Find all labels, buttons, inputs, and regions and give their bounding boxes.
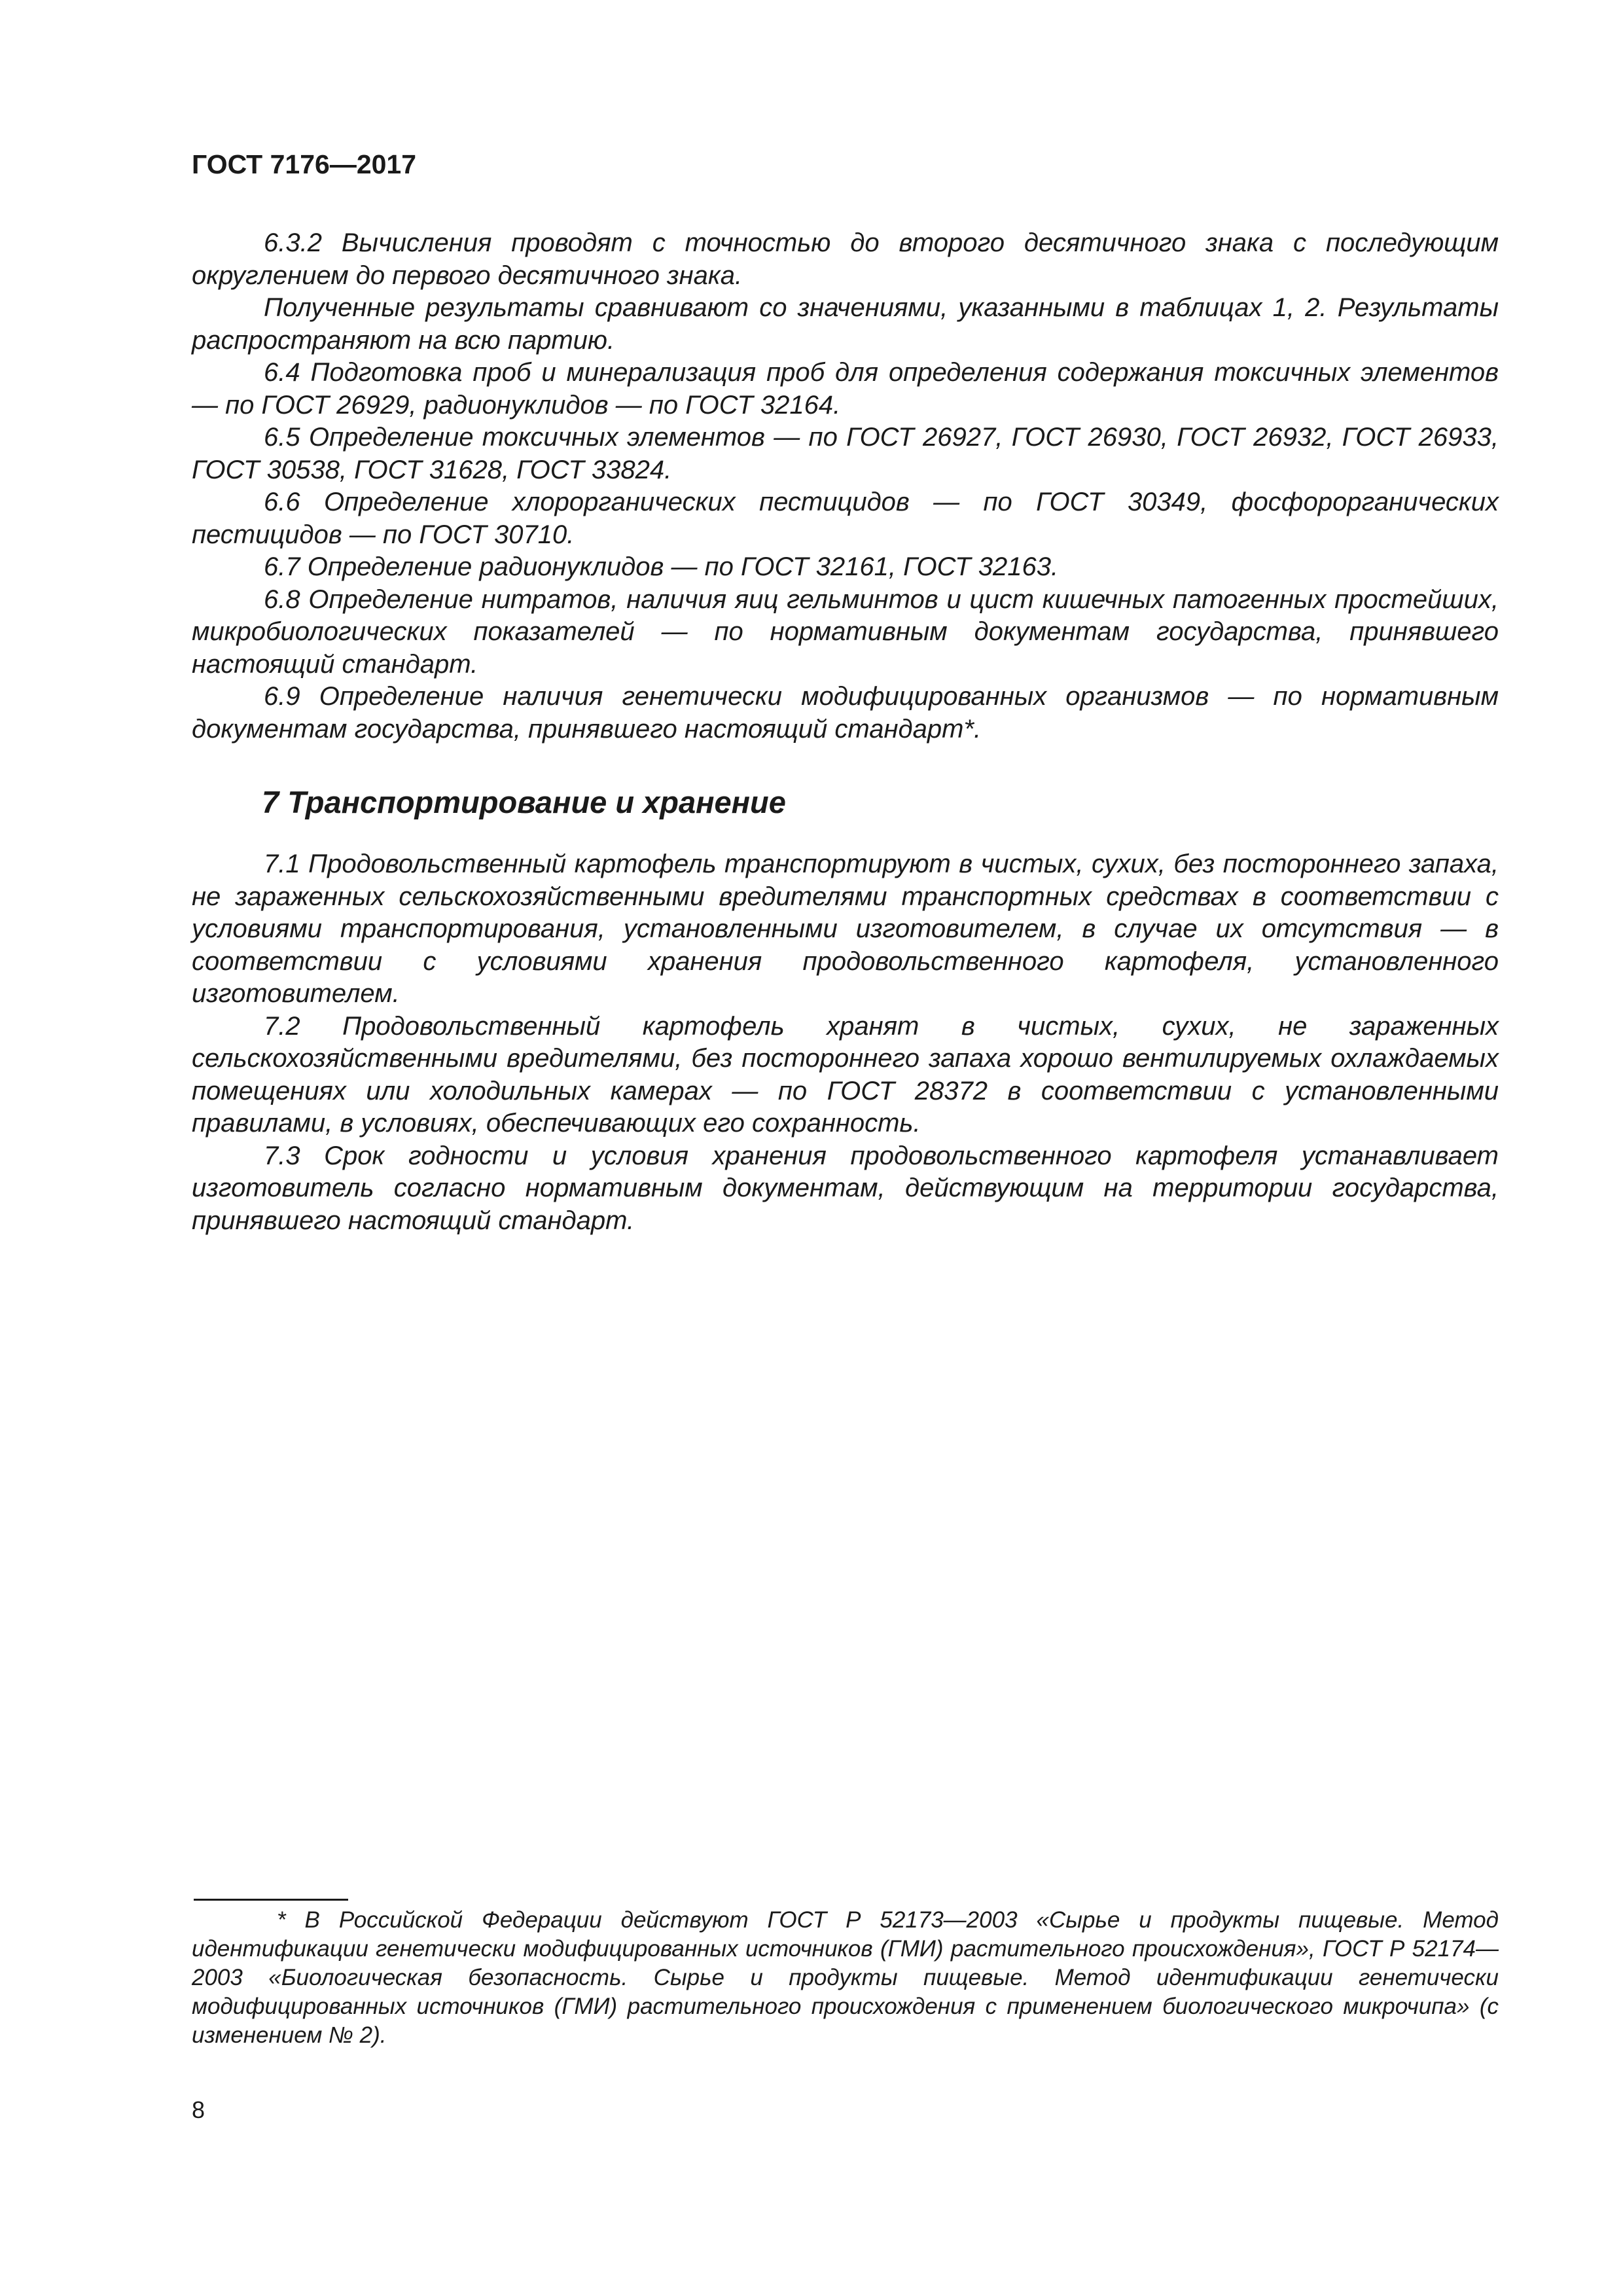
paragraph-6-8: 6.8 Определение нитратов, наличия яиц гельминтов и цист кишечных патогенных простейших, микробиологических показателей — по нормативным документам государства, принявшего настоящий стандарт. [192,584,1499,679]
paragraph-6-6: 6.6 Определение хлорорганических пестицидов — по ГОСТ 30349, фосфорорганических пестицидов — по ГОСТ 30710. [192,488,1499,549]
footnote-divider [194,1899,348,1901]
paragraph-6-7: 6.7 Определение радионуклидов — по ГОСТ 32161, ГОСТ 32163. [264,552,1059,581]
paragraph-7-1: 7.1 Продовольственный картофель транспортируют в чистых, сухих, без постороннего запаха, не зараженных сельскохозяйственными вредителями транспортных средствах в соответствии с условиями транспортирования, установленными изготовителем, в случае их отсутствия — в соответствии с условиями хранения продовольственного картофеля, установленного изготовителем. [192,850,1499,1008]
document-header: ГОСТ 7176—2017 [192,149,417,179]
paragraph-6-9: 6.9 Определение наличия генетически модифицированных организмов — по нормативным документам государства, принявшего настоящий стандарт*. [192,682,1499,744]
paragraph-7-3: 7.3 Срок годности и условия хранения продовольственного картофеля устанавливает изготовитель согласно нормативным документам, действующим на территории государства, принявшего настоящий стандарт. [192,1141,1499,1235]
paragraph-results: Полученные результаты сравнивают со значениями, указанными в таблицах 1, 2. Результаты распространяют на всю партию. [192,293,1499,355]
paragraph-6-4: 6.4 Подготовка проб и минерализация проб для определения содержания токсичных элементов — по ГОСТ 26929, радионуклидов — по ГОСТ 32164. [192,358,1499,420]
footnote: * В Российской Федерации действуют ГОСТ Р 52173—2003 «Сырье и продукты пищевые. Метод идентификации генетически модифицированных источников (ГМИ) растительного происхождения», ГОСТ Р 52174—2003 «Биологическая безопасность. Сырье и продукты пищевые. Метод идентификации генетически модифицированных источников (ГМИ) растительного происхождения с применением биологического микрочипа» (с изменением № 2). [192,1907,1499,2048]
paragraph-7-2: 7.2 Продовольственный картофель хранят в чистых, сухих, не зараженных сельскохозяйственными вредителями, без постороннего запаха хорошо вентилируемых охлаждаемых помещениях или холодильных камерах — по ГОСТ 28372 в соответствии с установленными правилами, в условиях, обеспечивающих его сохранность. [192,1011,1499,1138]
paragraph-6-5: 6.5 Определение токсичных элементов — по ГОСТ 26927, ГОСТ 26930, ГОСТ 26932, ГОСТ 26933, ГОСТ 30538, ГОСТ 31628, ГОСТ 33824. [192,423,1499,484]
section-7-title: 7 Транспортирование и хранение [262,785,786,819]
section-7-text [192,848,1499,1237]
paragraph-6-3-2: 6.3.2 Вычисления проводят с точностью до второго десятичного знака с последующим округлением до первого десятичного знака. [192,228,1499,290]
page-number: 8 [192,2096,205,2123]
section-6-text [192,227,1499,745]
